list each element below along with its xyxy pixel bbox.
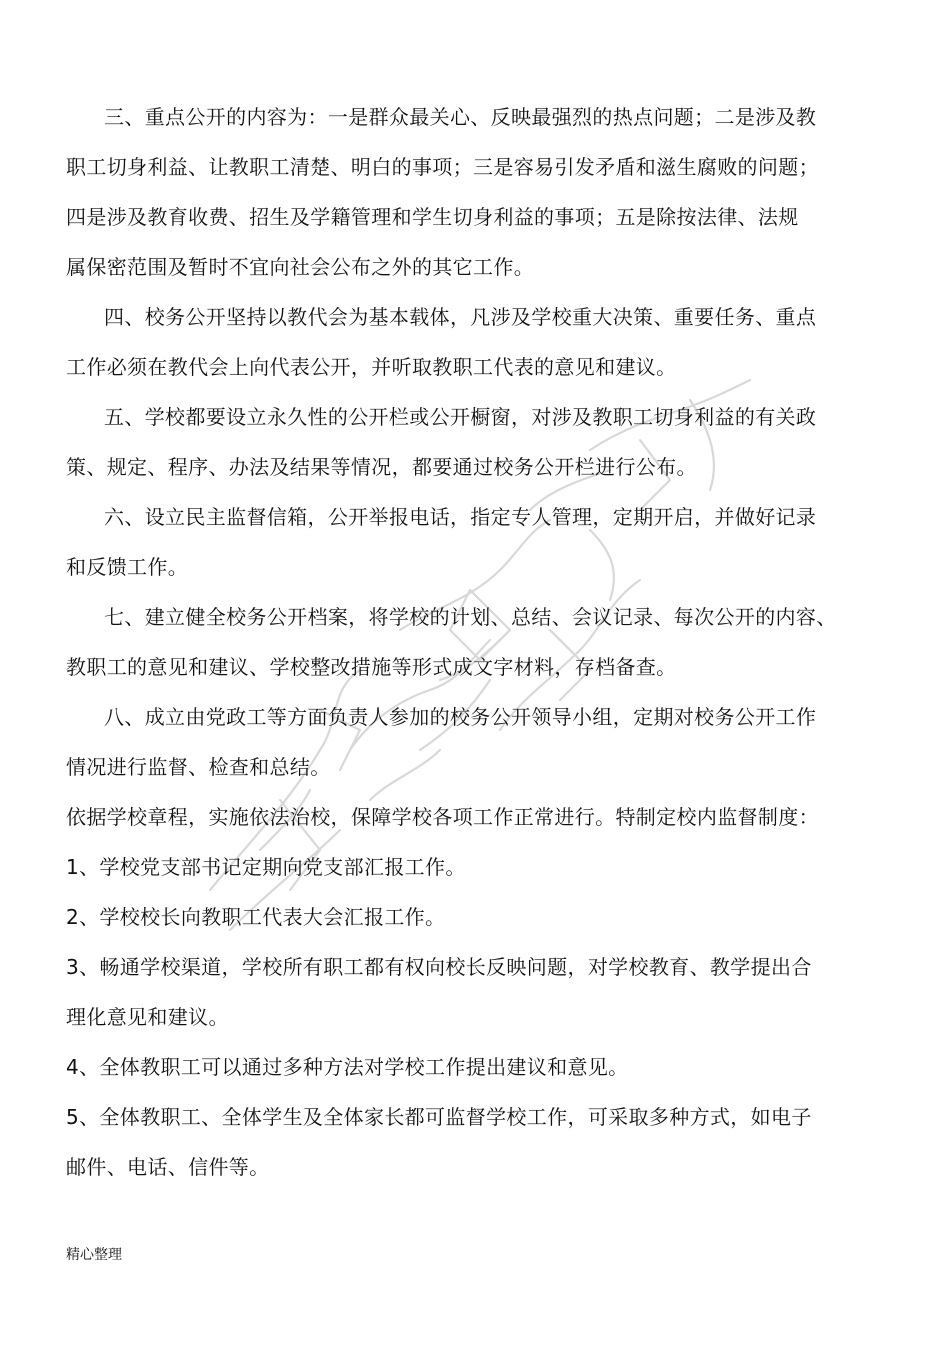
paragraph-line: 情况进行监督、检查和总结。 [66,755,331,779]
paragraph-line: 和反馈工作。 [66,555,189,579]
list-item: 邮件、电话、信件等。 [66,1155,270,1179]
list-item: 1、学校党支部书记定期向党支部汇报工作。 [66,855,466,879]
page-footer: 精心整理 [66,1247,122,1263]
list-item: 5、全体教职工、全体学生及全体家长都可监督学校工作，可采取多种方式，如电子 [66,1105,812,1129]
paragraph-line: 四是涉及教育收费、招生及学籍管理和学生切身利益的事项；五是除按法律、法规 [66,205,799,229]
paragraph-line: 七、建立健全校务公开档案，将学校的计划、总结、会议记录、每次公开的内容、 [104,605,837,629]
paragraph-line: 策、规定、程序、办法及结果等情况，都要通过校务公开栏进行公布。 [66,455,697,479]
list-item: 4、全体教职工可以通过多种方法对学校工作提出建议和意见。 [66,1055,629,1079]
paragraph-line: 教职工的意见和建议、学校整改措施等形式成文字材料，存档备查。 [66,655,677,679]
paragraph-line: 属保密范围及暂时不宜向社会公布之外的其它工作。 [66,255,535,279]
paragraph-line: 三、重点公开的内容为：一是群众最关心、反映最强烈的热点问题；二是涉及教 [104,105,817,129]
list-item: 3、畅通学校渠道，学校所有职工都有权向校长反映问题，对学校教育、教学提出合 [66,955,812,979]
paragraph-line: 依据学校章程，实施依法治校，保障学校各项工作正常进行。特制定校内监督制度： [66,805,819,829]
paragraph-line: 四、校务公开坚持以教代会为基本载体，凡涉及学校重大决策、重要任务、重点 [104,305,817,329]
paragraph-line: 职工切身利益、让教职工清楚、明白的事项；三是容易引发矛盾和滋生腐败的问题； [66,155,819,179]
list-item: 2、学校校长向教职工代表大会汇报工作。 [66,905,446,929]
list-item: 理化意见和建议。 [66,1005,229,1029]
paragraph-line: 工作必须在教代会上向代表公开，并听取教职工代表的意见和建议。 [66,355,677,379]
paragraph-line: 五、学校都要设立永久性的公开栏或公开橱窗，对涉及教职工切身利益的有关政 [104,405,817,429]
document-body [66,92,856,1192]
paragraph-line: 八、成立由党政工等方面负责人参加的校务公开领导小组，定期对校务公开工作 [104,705,817,729]
paragraph-line: 六、设立民主监督信箱，公开举报电话，指定专人管理，定期开启，并做好记录 [104,505,817,529]
